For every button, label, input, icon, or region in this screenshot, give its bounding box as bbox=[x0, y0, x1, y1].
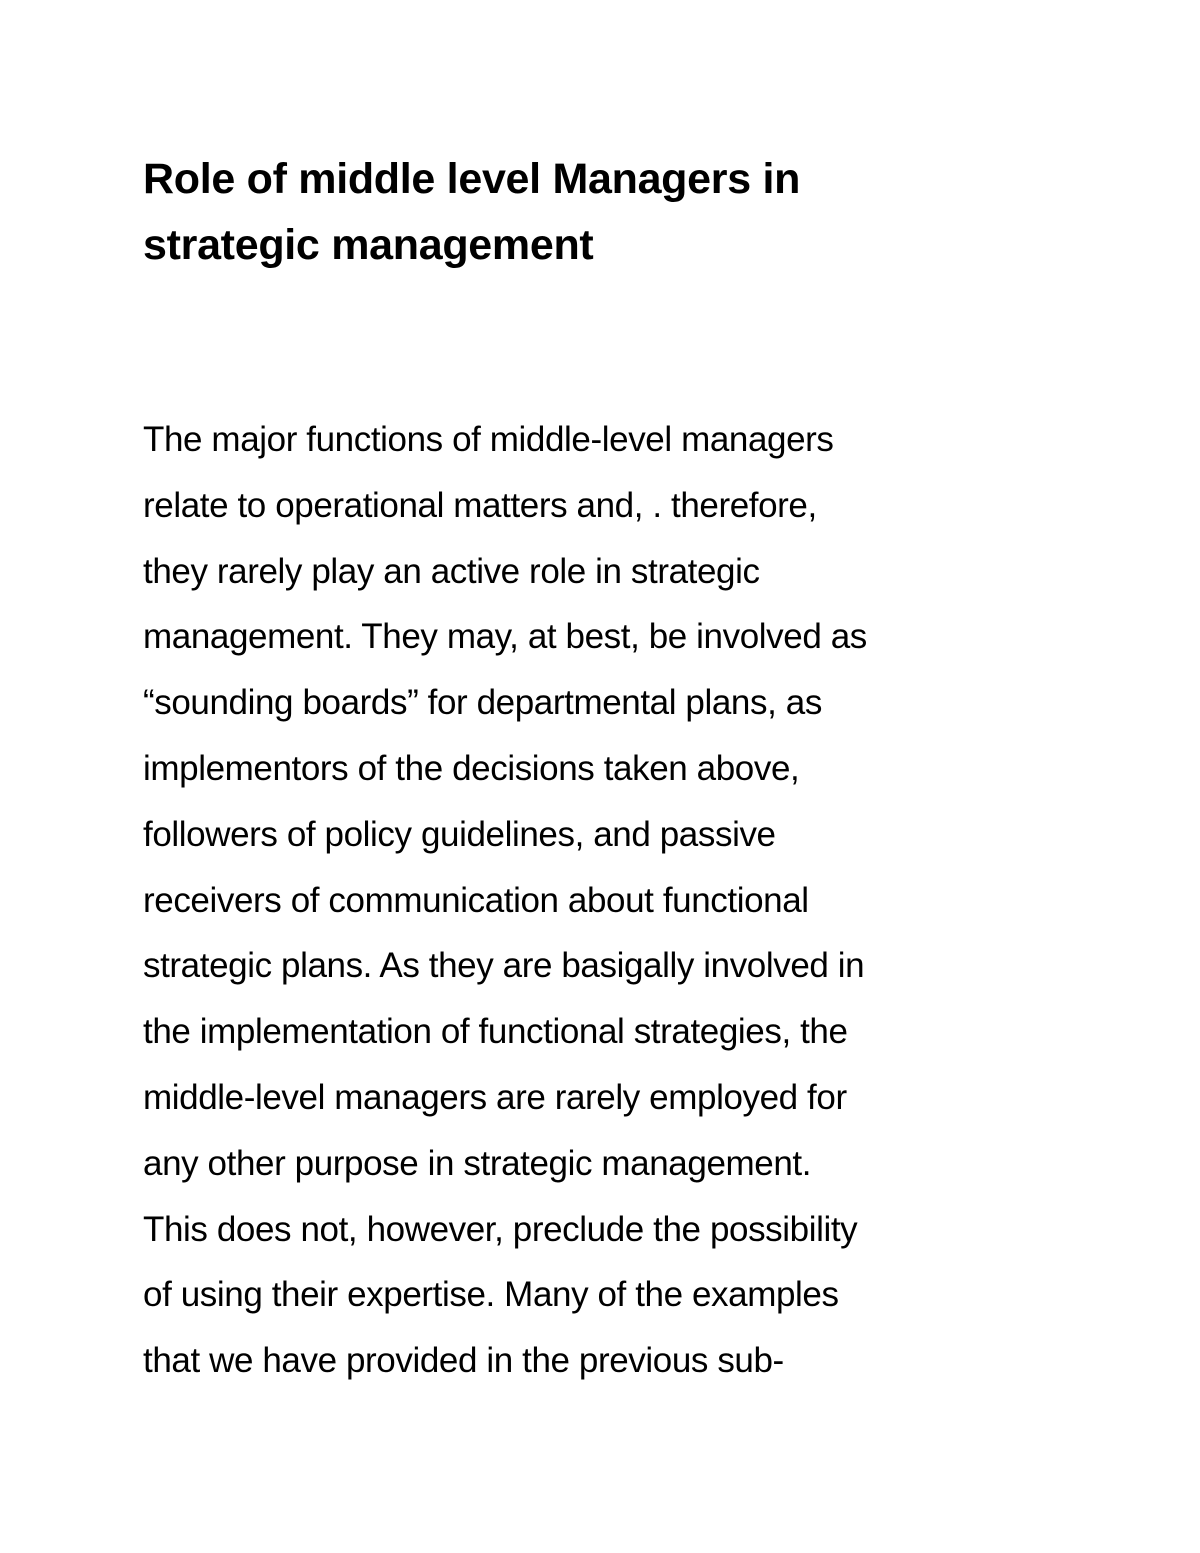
body-line: management. They may, at best, be involved as bbox=[143, 617, 867, 657]
body-line: they rarely play an active role in strategic bbox=[143, 551, 760, 591]
body-line: middle-level managers are rarely employed for bbox=[143, 1077, 847, 1117]
body-line: The major functions of middle-level managers bbox=[143, 420, 834, 459]
page-title bbox=[143, 146, 800, 278]
body-line: relate to operational matters and, . therefore, bbox=[143, 485, 817, 525]
body-line: the implementation of functional strategies, the bbox=[143, 1012, 848, 1052]
body-line: implementors of the decisions taken above, bbox=[143, 748, 800, 788]
body-line: of using their expertise. Many of the examples bbox=[143, 1275, 839, 1315]
title-line: strategic management bbox=[143, 221, 594, 269]
body-line: strategic plans. As they are basigally involved in bbox=[143, 946, 865, 986]
body-line: receivers of communication about functional bbox=[143, 880, 809, 920]
body-line: This does not, however, preclude the possibility bbox=[143, 1209, 858, 1249]
body-line: “sounding boards” for departmental plans, as bbox=[143, 683, 822, 723]
title-line: Role of middle level Managers in bbox=[143, 155, 801, 203]
body-line: that we have provided in the previous sub- bbox=[143, 1341, 784, 1381]
body-line: followers of policy guidelines, and passive bbox=[143, 814, 776, 854]
body-line: any other purpose in strategic management. bbox=[143, 1143, 812, 1183]
body-paragraph bbox=[143, 407, 867, 1394]
